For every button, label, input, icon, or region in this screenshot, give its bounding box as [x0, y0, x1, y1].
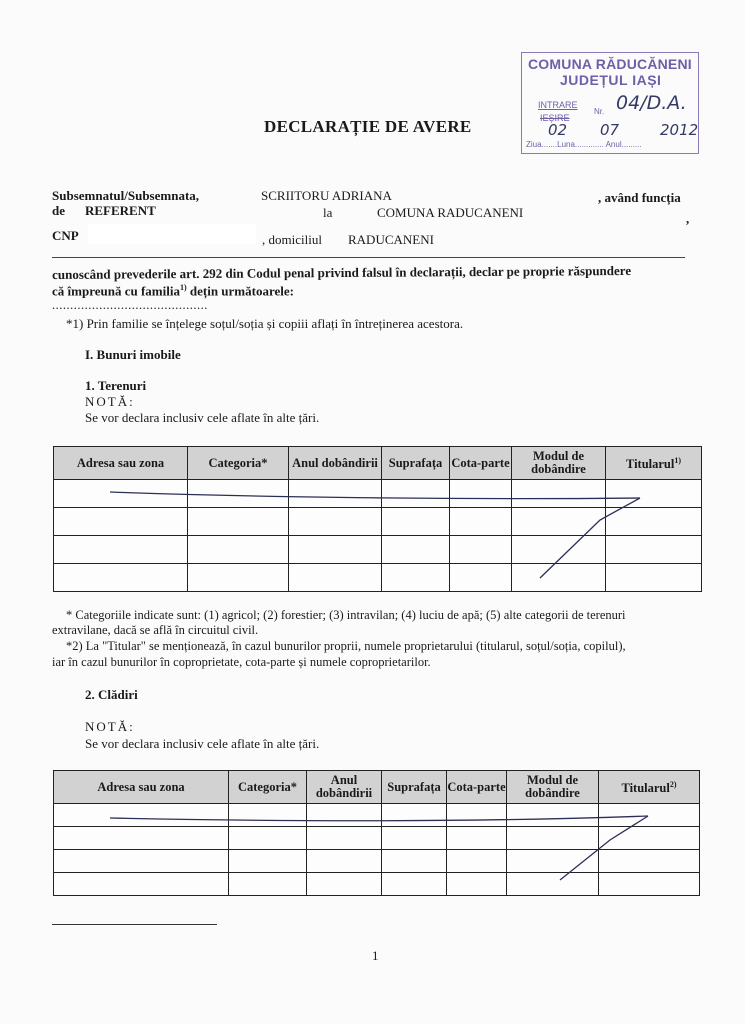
nota-label: NOTĂ: [85, 394, 135, 409]
titular-note-line1: *2) La "Titular" se menționează, în cazul bunurilor proprii, numele proprietarului (titularul, soțul/soția, copilul), [66, 639, 626, 653]
column-header-suprafata: Suprafața [382, 447, 450, 480]
table-row [54, 804, 700, 827]
table-row [54, 564, 702, 592]
subsemnatul-label: Subsemnatul/Subsemnata, [52, 188, 200, 203]
table-row [54, 850, 700, 873]
column-header-adresa: Adresa sau zona [54, 771, 229, 804]
table-row [54, 827, 700, 850]
column-header-modul: Modul de dobândire [512, 447, 606, 480]
column-header-titularul [606, 447, 702, 480]
column-header-cota: Cota-parte [450, 447, 512, 480]
titularul-text: Titularul [625, 457, 675, 472]
subsection-cladiri: 2. Clădiri [85, 687, 138, 702]
table-row [54, 480, 702, 508]
terenuri-table [53, 446, 702, 592]
stamp-year: 2012 [660, 121, 699, 139]
stamp-date-labels: Ziua.......Luna............. Anul......... [526, 140, 642, 149]
column-header-categoria: Categoria* [188, 447, 289, 480]
cnp-label: CNP [52, 228, 79, 243]
intro-line2 [52, 283, 294, 299]
column-header-adresa: Adresa sau zona [54, 447, 188, 480]
column-header-anul: Anul dobândirii [289, 447, 382, 480]
subsection-terenuri: 1. Terenuri [85, 378, 147, 393]
table-row [54, 536, 702, 564]
functia-label: , având funcția [598, 190, 681, 205]
titularul-footnote-ref: 1) [674, 456, 682, 466]
declarant-name: SCRIITORU ADRIANA [261, 188, 392, 203]
cladiri-table [53, 770, 700, 896]
titularul-text: Titularul [621, 781, 670, 796]
page-title: DECLARAȚIE DE AVERE [264, 117, 472, 136]
intro-line2-end: dețin următoarele: [186, 283, 294, 299]
column-header-suprafata: Suprafața [382, 771, 447, 804]
declarant-function: REFERENT [85, 203, 156, 218]
nota-label-2: NOTĂ: [85, 719, 135, 734]
stamp-line2: JUDEȚUL IAȘI [560, 72, 662, 88]
nota-text-2: Se vor declara inclusiv cele aflate în alte țări. [85, 736, 320, 751]
declarant-institution: COMUNA RADUCANENI [377, 205, 524, 220]
table-row [54, 873, 700, 896]
stamp-iesire: IEȘIRE [540, 113, 570, 123]
section-heading-imobile: I. Bunuri imobile [85, 347, 181, 362]
titularul-footnote-ref: 2) [669, 780, 677, 790]
table-row [54, 508, 702, 536]
intro-line1: cunoscând prevederile art. 292 din Codul penal privind falsul în declarații, declar pe proprie răspundere [52, 262, 632, 282]
la-label: la [323, 205, 333, 220]
declarant-domicile: RADUCANENI [348, 232, 434, 247]
family-footnote: *1) Prin familie se înțelege soțul/soția și copiii aflați în întreținerea acestora. [66, 316, 464, 331]
intro-line2-start: că împreună cu familia [52, 283, 180, 299]
de-label: de [52, 203, 65, 218]
cnp-redacted-field [88, 224, 256, 244]
stamp-nr-label: Nr. [594, 107, 605, 116]
stamp-day: 02 [548, 121, 568, 139]
footnote-separator [52, 924, 217, 925]
separator-line [52, 257, 685, 258]
column-header-titularul [599, 771, 700, 804]
domiciliu-label: , domiciliul [262, 232, 322, 247]
stamp-month: 07 [600, 121, 620, 139]
categorii-note-line1: * Categoriile indicate sunt: (1) agricol; (2) forestier; (3) intravilan; (4) luciu de apă; (5) alte categorii de terenuri [66, 608, 626, 622]
column-header-anul: Anul dobândirii [307, 771, 382, 804]
column-header-modul: Modul de dobândire [507, 771, 599, 804]
categorii-note-line2: extravilane, dacă se află în circuitul civil. [52, 623, 259, 637]
stamp-registration-number: 04/D.A. [616, 92, 687, 114]
titular-note-line2: iar în cazul bunurilor în coproprietate, cota-parte și numele coproprietarilor. [52, 655, 431, 669]
stamp-intrare: INTRARE [538, 100, 578, 110]
intro-dots: ........................................... [52, 298, 208, 312]
intro-footnote-ref: 1) [179, 283, 187, 292]
stamp-line1: COMUNA RĂDUCĂNENI [528, 56, 692, 72]
comma-mark: , [686, 211, 690, 226]
column-header-cota: Cota-parte [447, 771, 507, 804]
nota-text: Se vor declara inclusiv cele aflate în alte țări. [85, 410, 320, 425]
column-header-categoria: Categoria* [229, 771, 307, 804]
page-number: 1 [372, 948, 379, 963]
